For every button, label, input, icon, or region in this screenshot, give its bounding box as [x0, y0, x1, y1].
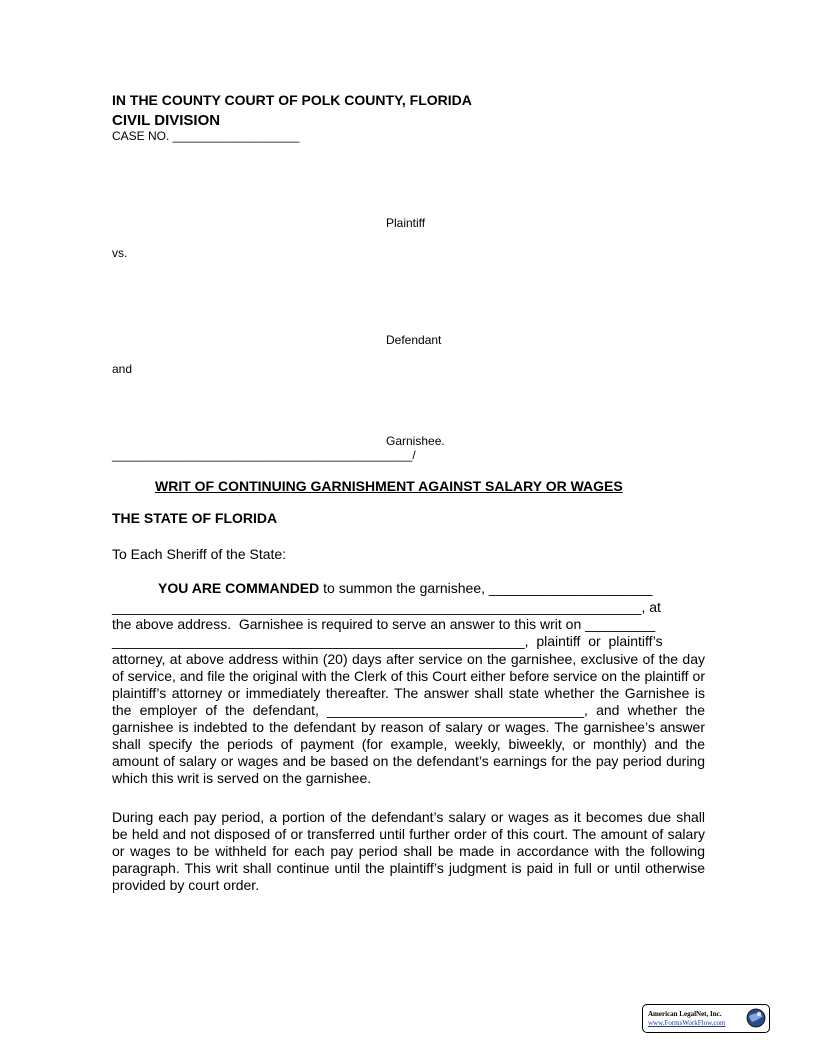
state-heading: THE STATE OF FLORIDA	[112, 510, 278, 526]
caption-closing-line: _____________________________________________/	[112, 448, 416, 462]
writ-paragraph-1: attorney, at above address within (20) days after service on the garnishee, exclusive of the day of service, and file the original with the Clerk of this Court either before service on the plaintiff or plaintiff’s attorney or immediately thereafter. The answer shall state whether the Garnishee is the employer of the defendant, _________________________________, and whether the garnishee is indebted to the defendant by reason of salary or wages. The garnishee’s answer shall specify the periods of payment (for example, weekly, biweekly, or monthly) and the amount of salary or wages and be based on the defendant’s earnings for the pay period during which this writ is served on the garnishee.	[112, 651, 705, 786]
versus-label: vs.	[112, 246, 128, 260]
plaintiff-name-line[interactable]: _____________________________________________________, plaintiff or plaintiff’s	[112, 633, 663, 649]
writ-paragraph-2: During each pay period, a portion of the defendant’s salary or wages as it becomes due shall be held and not disposed of or transferred until further order of this court. The amount of salary or wages to be withheld for each pay period shall be made in accordance with the following paragraph. This writ shall continue until the plaintiff’s judgment is paid in full or until otherwise provided by court order.	[112, 809, 705, 893]
footer-url-link[interactable]: www.FormsWorkFlow.com	[648, 1019, 726, 1027]
commanded-emphasis: YOU ARE COMMANDED	[158, 580, 320, 596]
footer-company: American LegalNet, Inc.	[648, 1010, 722, 1018]
case-number-field[interactable]: CASE NO. ___________________	[112, 129, 300, 143]
garnishee-address-field[interactable]: ____________________________________________________________________, at	[112, 599, 661, 615]
globe-icon	[746, 1008, 766, 1028]
commanded-line	[158, 580, 652, 596]
court-heading: IN THE COUNTY COURT OF POLK COUNTY, FLORIDA	[112, 92, 472, 108]
defendant-label: Defendant	[386, 333, 442, 347]
garnishee-label: Garnishee.	[386, 434, 445, 448]
garnishee-name-field[interactable]: to summon the garnishee, _____________________	[319, 580, 653, 596]
and-label: and	[112, 362, 133, 376]
division-heading: CIVIL DIVISION	[112, 112, 221, 129]
footer-logo	[642, 1004, 770, 1033]
plaintiff-label: Plaintiff	[386, 216, 426, 230]
document-title: WRIT OF CONTINUING GARNISHMENT AGAINST SALARY OR WAGES	[155, 478, 623, 494]
answer-date-line[interactable]: the above address. Garnishee is required to serve an answer to this writ on _________	[112, 616, 656, 632]
salutation: To Each Sheriff of the State:	[112, 546, 287, 562]
